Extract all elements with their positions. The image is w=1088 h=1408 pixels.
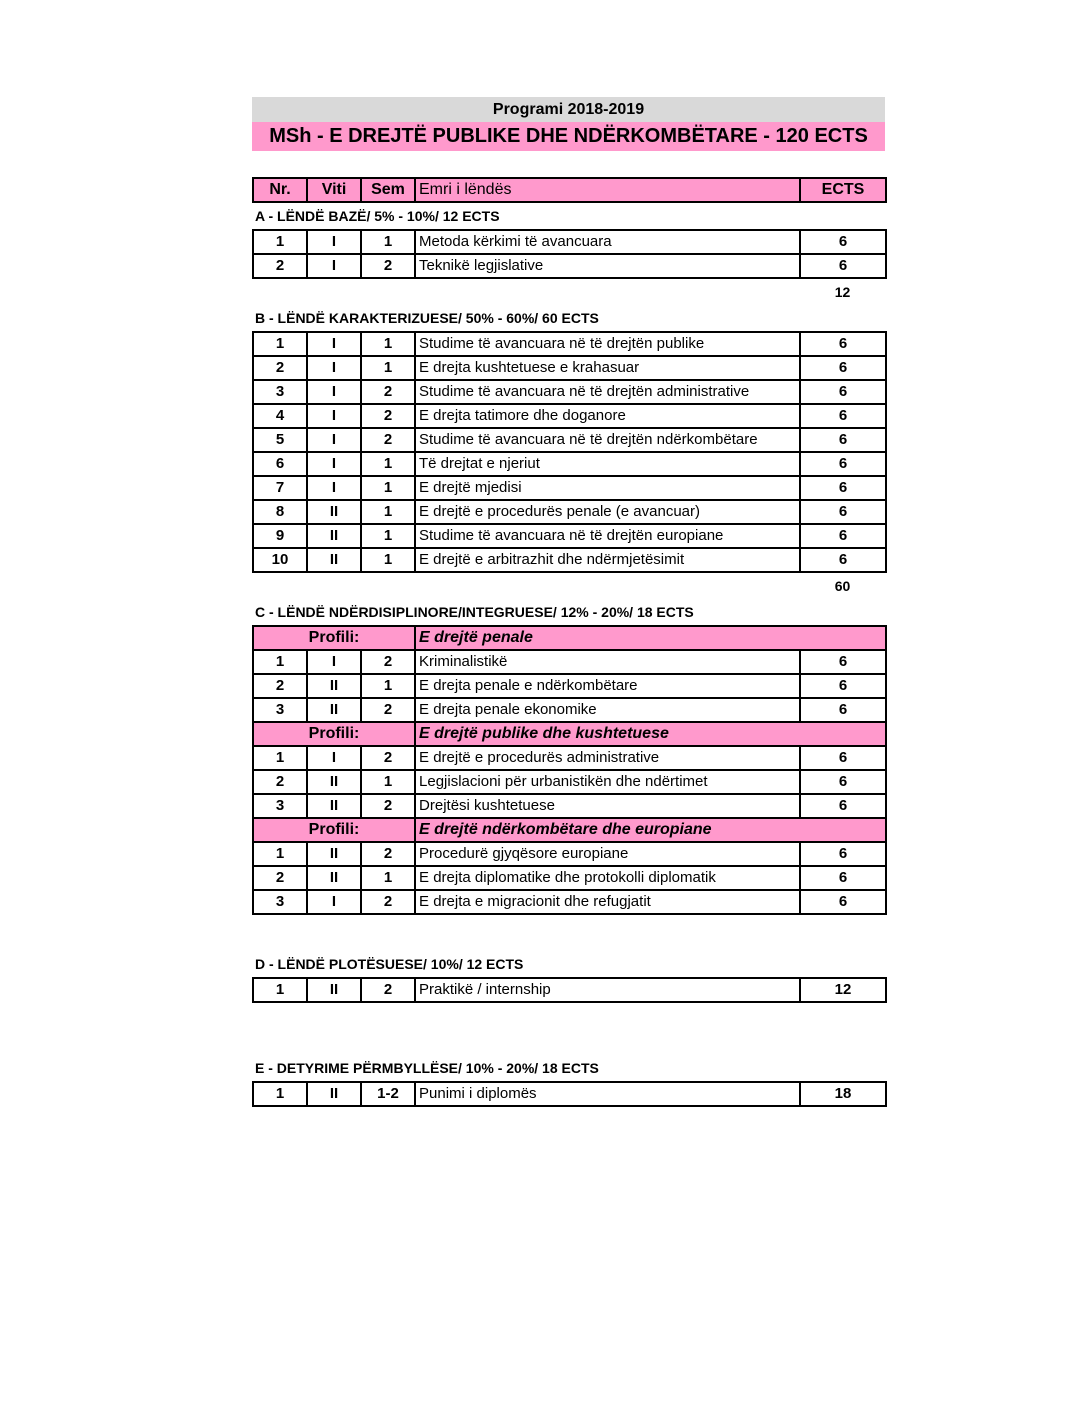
course-semester: 2 xyxy=(361,746,415,770)
course-ects: 18 xyxy=(800,1082,886,1106)
course-semester: 1 xyxy=(361,524,415,548)
course-semester: 2 xyxy=(361,254,415,278)
col-sem: Sem xyxy=(361,178,415,202)
course-year: II xyxy=(307,978,361,1002)
course-name: E drejta e migracionit dhe refugjatit xyxy=(415,890,800,914)
section-c-profile-2-rows xyxy=(253,842,886,914)
course-year: I xyxy=(307,476,361,500)
course-year: I xyxy=(307,332,361,356)
course-semester: 1 xyxy=(361,332,415,356)
course-nr: 1 xyxy=(253,230,307,254)
course-nr: 7 xyxy=(253,476,307,500)
course-name: E drejtë e procedurës administrative xyxy=(415,746,800,770)
course-name: Legjislacioni për urbanistikën dhe ndërtimet xyxy=(415,770,800,794)
course-name: Studime të avancuara në të drejtën europiane xyxy=(415,524,800,548)
course-nr: 1 xyxy=(253,1082,307,1106)
course-nr: 5 xyxy=(253,428,307,452)
course-ects: 6 xyxy=(800,842,886,866)
course-name: Studime të avancuara në të drejtën administrative xyxy=(415,380,800,404)
course-row xyxy=(253,452,886,476)
section-c-profile-0 xyxy=(253,626,886,650)
course-row xyxy=(253,842,886,866)
program-year: Programi 2018-2019 xyxy=(252,97,885,122)
course-year: II xyxy=(307,548,361,572)
course-semester: 1-2 xyxy=(361,1082,415,1106)
section-c-table xyxy=(252,625,887,915)
course-name: Studime të avancuara në të drejtën ndërkombëtare xyxy=(415,428,800,452)
course-name: Punimi i diplomës xyxy=(415,1082,800,1106)
course-nr: 3 xyxy=(253,698,307,722)
course-name: E drejtë e procedurës penale (e avancuar) xyxy=(415,500,800,524)
course-year: I xyxy=(307,404,361,428)
profile-row xyxy=(253,818,886,842)
course-name: E drejtë e arbitrazhit dhe ndërmjetësimit xyxy=(415,548,800,572)
course-semester: 2 xyxy=(361,794,415,818)
course-year: I xyxy=(307,428,361,452)
course-name: E drejta penale e ndërkombëtare xyxy=(415,674,800,698)
course-year: I xyxy=(307,356,361,380)
course-row xyxy=(253,674,886,698)
course-ects: 6 xyxy=(800,380,886,404)
course-name: Teknikë legjislative xyxy=(415,254,800,278)
course-ects: 6 xyxy=(800,890,886,914)
profile-name: E drejtë publike dhe kushtetuese xyxy=(415,722,886,746)
course-ects: 6 xyxy=(800,356,886,380)
section-a-total xyxy=(252,279,885,305)
course-nr: 2 xyxy=(253,674,307,698)
section-a-total-value: 12 xyxy=(834,284,851,300)
course-row xyxy=(253,978,886,1002)
column-header-row xyxy=(253,178,886,202)
section-a-rows xyxy=(253,230,886,278)
course-year: I xyxy=(307,650,361,674)
course-semester: 1 xyxy=(361,866,415,890)
course-nr: 8 xyxy=(253,500,307,524)
course-semester: 2 xyxy=(361,698,415,722)
course-nr: 2 xyxy=(253,254,307,278)
course-row xyxy=(253,650,886,674)
course-name: Kriminalistikë xyxy=(415,650,800,674)
course-nr: 2 xyxy=(253,866,307,890)
column-header-table xyxy=(252,177,887,203)
course-row xyxy=(253,230,886,254)
spacer xyxy=(252,151,885,177)
course-nr: 6 xyxy=(253,452,307,476)
course-name: Të drejtat e njeriut xyxy=(415,452,800,476)
course-nr: 2 xyxy=(253,356,307,380)
course-nr: 1 xyxy=(253,978,307,1002)
course-semester: 2 xyxy=(361,380,415,404)
course-semester: 2 xyxy=(361,842,415,866)
section-e-title: E - DETYRIME PËRMBYLLËSE/ 10% - 20%/ 18 ECTS xyxy=(255,1060,599,1076)
profile-row xyxy=(253,626,886,650)
course-row xyxy=(253,746,886,770)
course-row xyxy=(253,698,886,722)
course-year: II xyxy=(307,1082,361,1106)
section-b-total xyxy=(252,573,885,599)
course-row xyxy=(253,1082,886,1106)
section-c-title: C - LËNDË NDËRDISIPLINORE/INTEGRUESE/ 12% - 20%/ 18 ECTS xyxy=(255,604,694,620)
profile-label: Profili: xyxy=(253,626,415,650)
course-ects: 6 xyxy=(800,404,886,428)
course-nr: 1 xyxy=(253,332,307,356)
course-year: II xyxy=(307,500,361,524)
course-year: I xyxy=(307,230,361,254)
course-ects: 6 xyxy=(800,524,886,548)
course-year: I xyxy=(307,746,361,770)
course-ects: 6 xyxy=(800,428,886,452)
course-semester: 2 xyxy=(361,890,415,914)
course-nr: 9 xyxy=(253,524,307,548)
course-semester: 1 xyxy=(361,674,415,698)
section-b-title: B - LËNDË KARAKTERIZUESE/ 50% - 60%/ 60 ECTS xyxy=(255,310,599,326)
course-semester: 1 xyxy=(361,770,415,794)
course-name: Studime të avancuara në të drejtën publike xyxy=(415,332,800,356)
course-year: I xyxy=(307,452,361,476)
course-row xyxy=(253,770,886,794)
course-semester: 2 xyxy=(361,428,415,452)
course-row xyxy=(253,548,886,572)
course-ects: 6 xyxy=(800,254,886,278)
course-nr: 1 xyxy=(253,650,307,674)
course-ects: 12 xyxy=(800,978,886,1002)
col-ects: ECTS xyxy=(800,178,886,202)
course-ects: 6 xyxy=(800,548,886,572)
course-nr: 4 xyxy=(253,404,307,428)
course-nr: 1 xyxy=(253,842,307,866)
course-ects: 6 xyxy=(800,650,886,674)
course-ects: 6 xyxy=(800,794,886,818)
section-d-table xyxy=(252,977,887,1003)
spacer xyxy=(252,915,885,951)
course-ects: 6 xyxy=(800,452,886,476)
course-nr: 2 xyxy=(253,770,307,794)
profile-row xyxy=(253,722,886,746)
course-row xyxy=(253,524,886,548)
curriculum-document xyxy=(252,97,885,1107)
course-semester: 1 xyxy=(361,548,415,572)
course-nr: 3 xyxy=(253,380,307,404)
profile-label: Profili: xyxy=(253,722,415,746)
section-d-rows xyxy=(253,978,886,1002)
profile-name: E drejtë ndërkombëtare dhe europiane xyxy=(415,818,886,842)
course-year: II xyxy=(307,794,361,818)
course-row xyxy=(253,332,886,356)
course-ects: 6 xyxy=(800,698,886,722)
section-b-total-value: 60 xyxy=(834,578,851,594)
section-a-title: A - LËNDË BAZË/ 5% - 10%/ 12 ECTS xyxy=(255,208,500,224)
course-row xyxy=(253,794,886,818)
course-semester: 1 xyxy=(361,452,415,476)
course-year: II xyxy=(307,866,361,890)
course-name: E drejta kushtetuese e krahasuar xyxy=(415,356,800,380)
course-row xyxy=(253,428,886,452)
program-title: MSh - E DREJTË PUBLIKE DHE NDËRKOMBËTARE - 120 ECTS xyxy=(252,122,885,151)
section-c-profile-1 xyxy=(253,722,886,746)
course-year: I xyxy=(307,890,361,914)
section-c-profile-0-rows xyxy=(253,650,886,722)
course-semester: 2 xyxy=(361,978,415,1002)
course-name: E drejta penale ekonomike xyxy=(415,698,800,722)
course-nr: 1 xyxy=(253,746,307,770)
course-name: Metoda kërkimi të avancuara xyxy=(415,230,800,254)
course-row xyxy=(253,254,886,278)
course-year: II xyxy=(307,770,361,794)
course-year: I xyxy=(307,254,361,278)
course-semester: 1 xyxy=(361,500,415,524)
course-name: E drejta diplomatike dhe protokolli diplomatik xyxy=(415,866,800,890)
course-semester: 2 xyxy=(361,404,415,428)
course-ects: 6 xyxy=(800,476,886,500)
section-e-table xyxy=(252,1081,887,1107)
course-row xyxy=(253,356,886,380)
course-row xyxy=(253,476,886,500)
course-row xyxy=(253,890,886,914)
col-nr: Nr. xyxy=(253,178,307,202)
course-ects: 6 xyxy=(800,770,886,794)
course-row xyxy=(253,866,886,890)
course-name: Drejtësi kushtetuese xyxy=(415,794,800,818)
course-year: II xyxy=(307,698,361,722)
course-year: II xyxy=(307,524,361,548)
section-d-title: D - LËNDË PLOTËSUESE/ 10%/ 12 ECTS xyxy=(255,956,524,972)
course-name: E drejta tatimore dhe doganore xyxy=(415,404,800,428)
course-ects: 6 xyxy=(800,674,886,698)
course-name: Praktikë / internship xyxy=(415,978,800,1002)
course-ects: 6 xyxy=(800,746,886,770)
course-name: Procedurë gjyqësore europiane xyxy=(415,842,800,866)
course-nr: 3 xyxy=(253,794,307,818)
course-year: II xyxy=(307,674,361,698)
course-row xyxy=(253,380,886,404)
section-b-rows xyxy=(253,332,886,572)
spacer xyxy=(252,1003,885,1055)
course-ects: 6 xyxy=(800,332,886,356)
profile-name: E drejtë penale xyxy=(415,626,886,650)
section-b-table xyxy=(252,331,887,573)
col-viti: Viti xyxy=(307,178,361,202)
course-semester: 1 xyxy=(361,476,415,500)
course-ects: 6 xyxy=(800,500,886,524)
course-semester: 1 xyxy=(361,356,415,380)
col-emri: Emri i lëndës xyxy=(415,178,800,202)
course-name: E drejtë mjedisi xyxy=(415,476,800,500)
course-semester: 1 xyxy=(361,230,415,254)
profile-label: Profili: xyxy=(253,818,415,842)
course-row xyxy=(253,500,886,524)
course-ects: 6 xyxy=(800,866,886,890)
course-year: I xyxy=(307,380,361,404)
section-e-rows xyxy=(253,1082,886,1106)
course-row xyxy=(253,404,886,428)
section-c-profile-1-rows xyxy=(253,746,886,818)
course-ects: 6 xyxy=(800,230,886,254)
section-a-table xyxy=(252,229,887,279)
course-year: II xyxy=(307,842,361,866)
course-semester: 2 xyxy=(361,650,415,674)
section-c-profile-2 xyxy=(253,818,886,842)
course-nr: 3 xyxy=(253,890,307,914)
course-nr: 10 xyxy=(253,548,307,572)
